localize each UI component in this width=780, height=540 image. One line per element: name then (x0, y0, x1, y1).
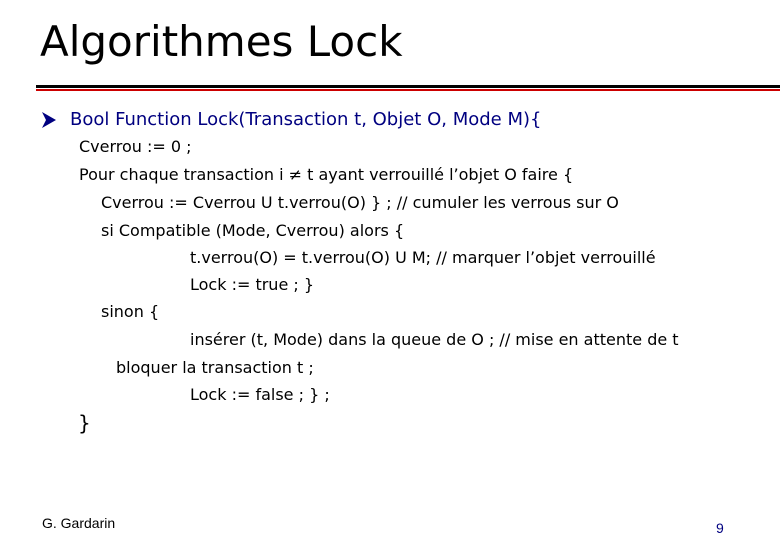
title-divider-accent (36, 89, 780, 91)
slide-title: Algorithmes Lock (40, 17, 403, 66)
code-line-1: Cverrou := 0 ; (79, 137, 192, 156)
code-line-5: t.verrou(O) = t.verrou(O) U M; // marquer l’objet verrouillé (190, 248, 656, 267)
code-line-4: si Compatible (Mode, Cverrou) alors { (101, 221, 405, 240)
code-line-10: Lock := false ; } ; (190, 385, 330, 404)
page-number: 9 (716, 520, 724, 536)
footer-author: G. Gardarin (42, 515, 116, 531)
code-line-7: sinon { (101, 302, 160, 321)
code-line-8: insérer (t, Mode) dans la queue de O ; // mise en attente de t (190, 330, 679, 349)
closing-brace: } (78, 411, 91, 435)
code-line-6: Lock := true ; } (190, 275, 315, 294)
function-signature: Bool Function Lock(Transaction t, Objet O, Mode M){ (70, 109, 542, 130)
title-divider (36, 85, 780, 88)
arrow-bullet-icon (40, 110, 58, 130)
code-line-3: Cverrou := Cverrou U t.verrou(O) } ; // cumuler les verrous sur O (101, 193, 619, 212)
code-line-2: Pour chaque transaction i ≠ t ayant verrouillé l’objet O faire { (79, 165, 574, 184)
code-line-9: bloquer la transaction t ; (116, 358, 314, 377)
